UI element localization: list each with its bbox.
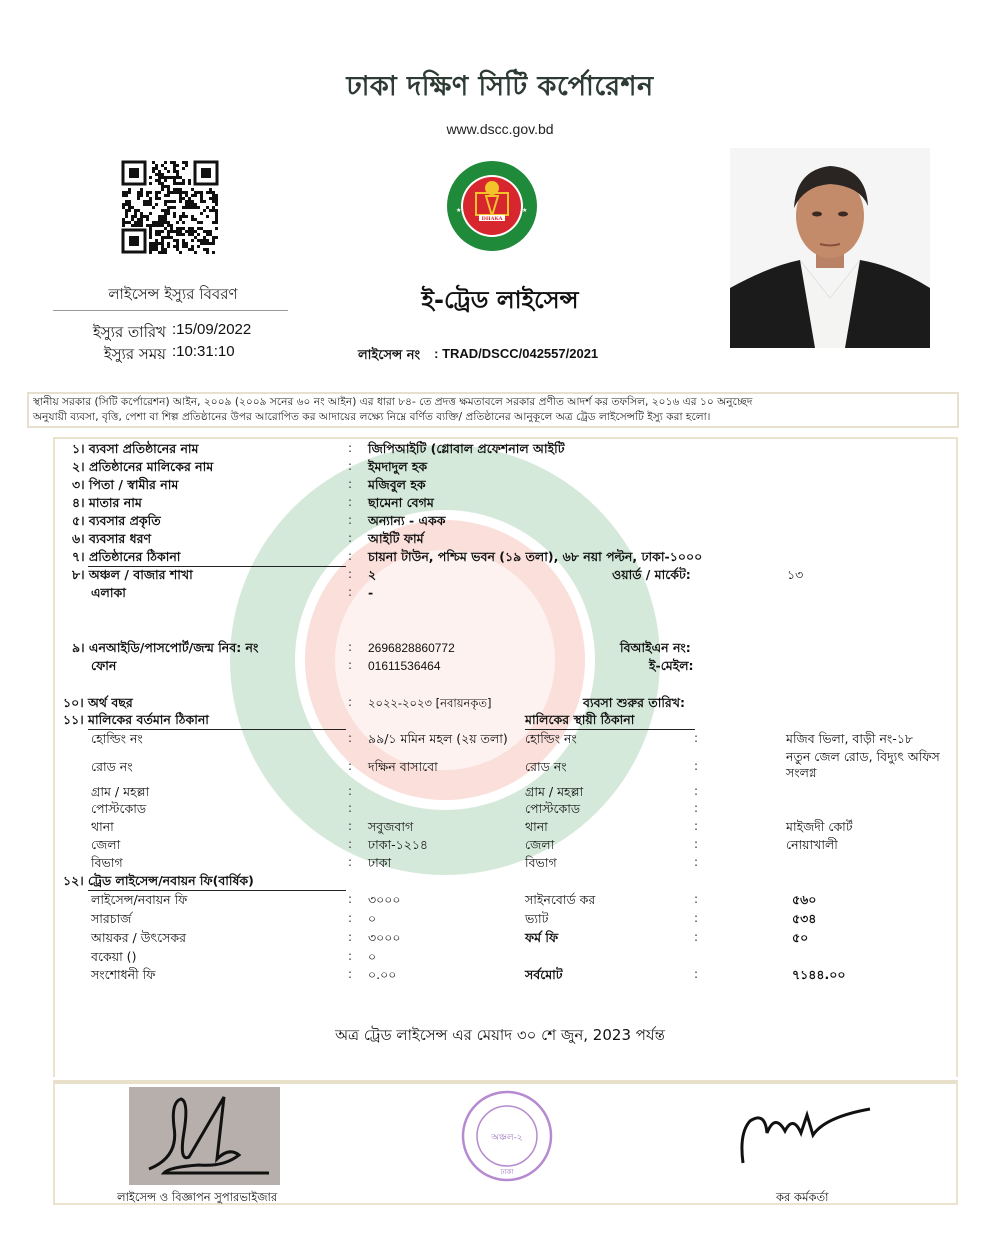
colon: :	[348, 495, 353, 509]
colon: :	[348, 640, 353, 654]
colon: :	[694, 784, 699, 798]
colon: :	[348, 784, 353, 798]
value-business-name: জিপিআইটি (গ্লোবাল প্রফেশনাল আইটি	[368, 441, 565, 456]
supervisor-label: লাইসেন্স ও বিজ্ঞাপন সুপারভাইজার	[117, 1190, 278, 1204]
label-nid: ৯। এনআইডি/পাসপোর্ট/জন্ম নিব: নং	[72, 640, 259, 655]
permanent-district: নোয়াখালী	[786, 837, 838, 852]
organization-title: ঢাকা দক্ষিণ সিটি কর্পোরেশন	[346, 71, 654, 102]
value-fiscal-year: ২০২২-২০২৩ [নবায়নকৃত]	[368, 696, 492, 710]
colon: :	[348, 549, 353, 563]
label-fiscal-year: ১০। অর্থ বছর	[63, 695, 133, 710]
colon: :	[694, 855, 699, 869]
svg-text:★: ★	[522, 207, 528, 214]
fee-value: ৫৬০	[792, 892, 817, 907]
permanent-holding-line-2: নতুন জেল রোড, বিদ্যুৎ অফিস	[786, 749, 940, 764]
colon: :	[694, 759, 699, 773]
permanent-address-label: গ্রাম / মহল্লা	[525, 784, 584, 799]
divider	[53, 310, 288, 311]
permanent-address-label: হোল্ডিং নং	[525, 731, 577, 746]
fee-label: আয়কর / উৎসেকর	[91, 930, 187, 945]
colon: :	[348, 819, 353, 833]
dscc-logo	[446, 160, 538, 252]
present-address-value: দক্ষিন বাসাবো	[368, 759, 438, 774]
license-number-label: লাইসেন্স নং	[358, 348, 421, 363]
value-business-type: আইটি ফার্ম	[368, 531, 424, 546]
fee-label: বকেয়া ()	[91, 949, 137, 964]
fee-label: ভ্যাট	[525, 911, 549, 926]
present-address-label: বিভাগ	[91, 855, 123, 870]
label-mother-name: ৪। মাতার নাম	[72, 495, 142, 510]
license-number-value: : TRAD/DSCC/042557/2021	[434, 346, 599, 361]
colon: :	[348, 567, 353, 581]
colon: :	[348, 949, 353, 963]
fee-value: ৩০০০	[368, 892, 401, 907]
colon: :	[694, 892, 699, 906]
label-start-date: ব্যবসা শুরুর তারিখ:	[583, 695, 686, 710]
colon: :	[348, 658, 353, 672]
present-address-label: হোল্ডিং নং	[91, 731, 143, 746]
underline	[88, 729, 346, 730]
colon: :	[348, 695, 353, 709]
value-phone: 01611536464	[368, 659, 441, 673]
fee-label: ফর্ম ফি	[525, 930, 559, 945]
colon: :	[348, 531, 353, 545]
permanent-address-label: থানা	[525, 819, 548, 834]
colon: :	[348, 911, 353, 925]
present-address-value: ৯৯/১ মমিন মহল (২য় তলা)	[368, 731, 508, 746]
value-nid: 2696828860772	[368, 641, 455, 655]
qr-code-icon	[121, 160, 219, 254]
watermark-seal	[225, 440, 665, 880]
colon: :	[694, 837, 699, 851]
label-email: ই-মেইল:	[649, 658, 694, 673]
underline	[88, 890, 346, 891]
label-business-type: ৬। ব্যবসার ধরণ	[72, 531, 152, 546]
colon: :	[348, 930, 353, 944]
colon: :	[348, 585, 353, 599]
permanent-holding-line-3: সংলগ্ন	[786, 765, 817, 780]
permanent-holding-line-1: মজিব ভিলা, বাড়ী নং-১৮	[786, 731, 914, 746]
preamble-line-2: অনুযায়ী ব্যবসা, বৃত্তি, পেশা বা শিল্প প্রতিষ্ঠানের উপর আরোপিত কর আদায়ের লক্ষ্যে নিম্নে বর্ণিত ব্যক্তি/ প্রতিষ্ঠানের আনুকূলে অত্র ট্রেড লাইসেন্সটি ইস্যু করা হলো।	[33, 411, 711, 423]
value-mother-name: ছামেনা বেগম	[368, 495, 434, 510]
label-business-name: ১। ব্যবসা প্রতিষ্ঠানের নাম	[72, 441, 199, 456]
present-address-label: রোড নং	[91, 759, 133, 774]
value-area: -	[368, 585, 374, 600]
svg-text:★: ★	[456, 207, 462, 214]
colon: :	[348, 759, 353, 773]
colon: :	[348, 892, 353, 906]
issue-details-title: লাইসেন্স ইস্যুর বিবরণ	[108, 285, 238, 303]
svg-text:DHAKA: DHAKA	[481, 216, 503, 222]
label-bin: বিআইএন নং:	[620, 640, 691, 655]
value-father-name: মজিবুল হক	[368, 477, 426, 492]
value-ward: ১৩	[787, 567, 804, 582]
fee-label: লাইসেন্স/নবায়ন ফি	[91, 892, 188, 907]
present-address-label: জেলা	[91, 837, 121, 852]
fee-value: ৩০০০	[368, 930, 401, 945]
issue-time-row	[60, 343, 235, 368]
label-zone: ৮। অঞ্চল / বাজার শাখা	[72, 567, 193, 582]
preamble-line-1: স্থানীয় সরকার (সিটি কর্পোরেশন) আইন, ২০০৯ (২০০৯ সনের ৬০ নং আইন) এর ধারা ৮৪- তে প্রদত্ত ক্ষমতাবলে সরকার প্রণীত আদর্শ কর তফসিল, ২০১৬ এর ১০ অনুচ্ছেদ	[33, 396, 753, 408]
colon: :	[348, 459, 353, 473]
officer-label: কর কর্মকর্তা	[776, 1190, 829, 1204]
present-address-value: সবুজবাগ	[368, 819, 414, 834]
label-owner-name: ২। প্রতিষ্ঠানের মালিকের নাম	[72, 459, 214, 474]
present-address-label: পোস্টকোড	[91, 801, 147, 816]
fee-value: ৫৩৪	[792, 911, 817, 926]
supervisor-signature	[129, 1087, 280, 1185]
colon: :	[694, 967, 699, 981]
official-stamp	[459, 1088, 555, 1184]
label-father-name: ৩। পিতা / স্বামীর নাম	[72, 477, 179, 492]
fees-title: ১২। ট্রেড লাইসেন্স/নবায়ন ফি(বার্ষিক)	[63, 873, 254, 888]
colon: :	[348, 477, 353, 491]
permanent-address-label: জেলা	[525, 837, 555, 852]
document-title: ই-ট্রেড লাইসেন্স	[421, 286, 579, 314]
officer-signature	[735, 1103, 875, 1173]
colon: :	[694, 819, 699, 833]
issue-time-value: :10:31:10	[172, 343, 235, 360]
label-area: এলাকা	[91, 585, 126, 600]
colon: :	[694, 930, 699, 944]
colon: :	[694, 911, 699, 925]
fee-value: ০	[368, 911, 377, 926]
qr-code	[121, 160, 219, 254]
colon: :	[348, 967, 353, 981]
present-address-title: ১১। মালিকের বর্তমান ঠিকানা	[63, 712, 209, 727]
present-address-label: থানা	[91, 819, 114, 834]
total-label: সর্বমোট	[525, 967, 563, 982]
permanent-address-title: মালিকের স্থায়ী ঠিকানা	[525, 712, 635, 727]
label-ward: ওয়ার্ড / মার্কেট:	[612, 567, 691, 582]
fee-label: সারচার্জ	[91, 911, 132, 926]
colon: :	[348, 801, 353, 815]
colon: :	[348, 513, 353, 527]
svg-text:অঞ্চল-২: অঞ্চল-২	[491, 1133, 523, 1143]
present-address-value: ঢাকা	[368, 855, 392, 870]
fee-value: ০	[368, 949, 377, 964]
permanent-address-label: পোস্টকোড	[525, 801, 581, 816]
colon: :	[348, 855, 353, 869]
colon: :	[694, 731, 699, 745]
value-business-address: চায়না টাউন, পশ্চিম ভবন (১৯ তলা), ৬৮ নয়া পল্টন, ঢাকা-১০০০	[368, 549, 703, 564]
fee-value: ০.০০	[368, 967, 397, 982]
owner-photo	[730, 148, 930, 348]
colon: :	[694, 801, 699, 815]
value-business-nature: অন্যান্য - একক	[368, 513, 446, 528]
colon: :	[348, 441, 353, 455]
value-zone: ২	[368, 567, 377, 582]
legal-preamble	[27, 392, 959, 428]
license-number	[358, 346, 598, 367]
permanent-address-label: বিভাগ	[525, 855, 557, 870]
permanent-address-label: রোড নং	[525, 759, 567, 774]
permanent-thana: মাইজদী কোর্ট	[786, 819, 853, 834]
fee-label: সংশোধনী ফি	[91, 967, 156, 982]
value-owner-name: ইমদাদুল হক	[368, 459, 428, 474]
colon: :	[348, 731, 353, 745]
issue-time-label: ইস্যুর সময়	[103, 345, 166, 363]
issue-date-label: ইস্যুর তারিখ	[92, 323, 166, 341]
fee-label: সাইনবোর্ড কর	[525, 892, 596, 907]
label-phone: ফোন	[91, 658, 117, 673]
validity-statement: অত্র ট্রেড লাইসেন্স এর মেয়াদ ৩০ শে জুন, 2023 পর্যন্ত	[335, 1026, 665, 1044]
issue-date-value: :15/09/2022	[172, 321, 252, 338]
svg-text:ঢাকা: ঢাকা	[500, 1168, 514, 1176]
underline	[525, 729, 695, 730]
label-business-address: ৭। প্রতিষ্ঠানের ঠিকানা	[72, 549, 181, 564]
total-value: ৭১৪৪.০০	[792, 967, 846, 982]
present-address-label: গ্রাম / মহল্লা	[91, 784, 150, 799]
fee-value: ৫০	[792, 930, 809, 945]
website-url: www.dscc.gov.bd	[446, 121, 554, 137]
label-business-nature: ৫। ব্যবসার প্রকৃতি	[72, 513, 161, 528]
present-address-value: ঢাকা-১২১৪	[368, 837, 429, 852]
colon: :	[348, 837, 353, 851]
